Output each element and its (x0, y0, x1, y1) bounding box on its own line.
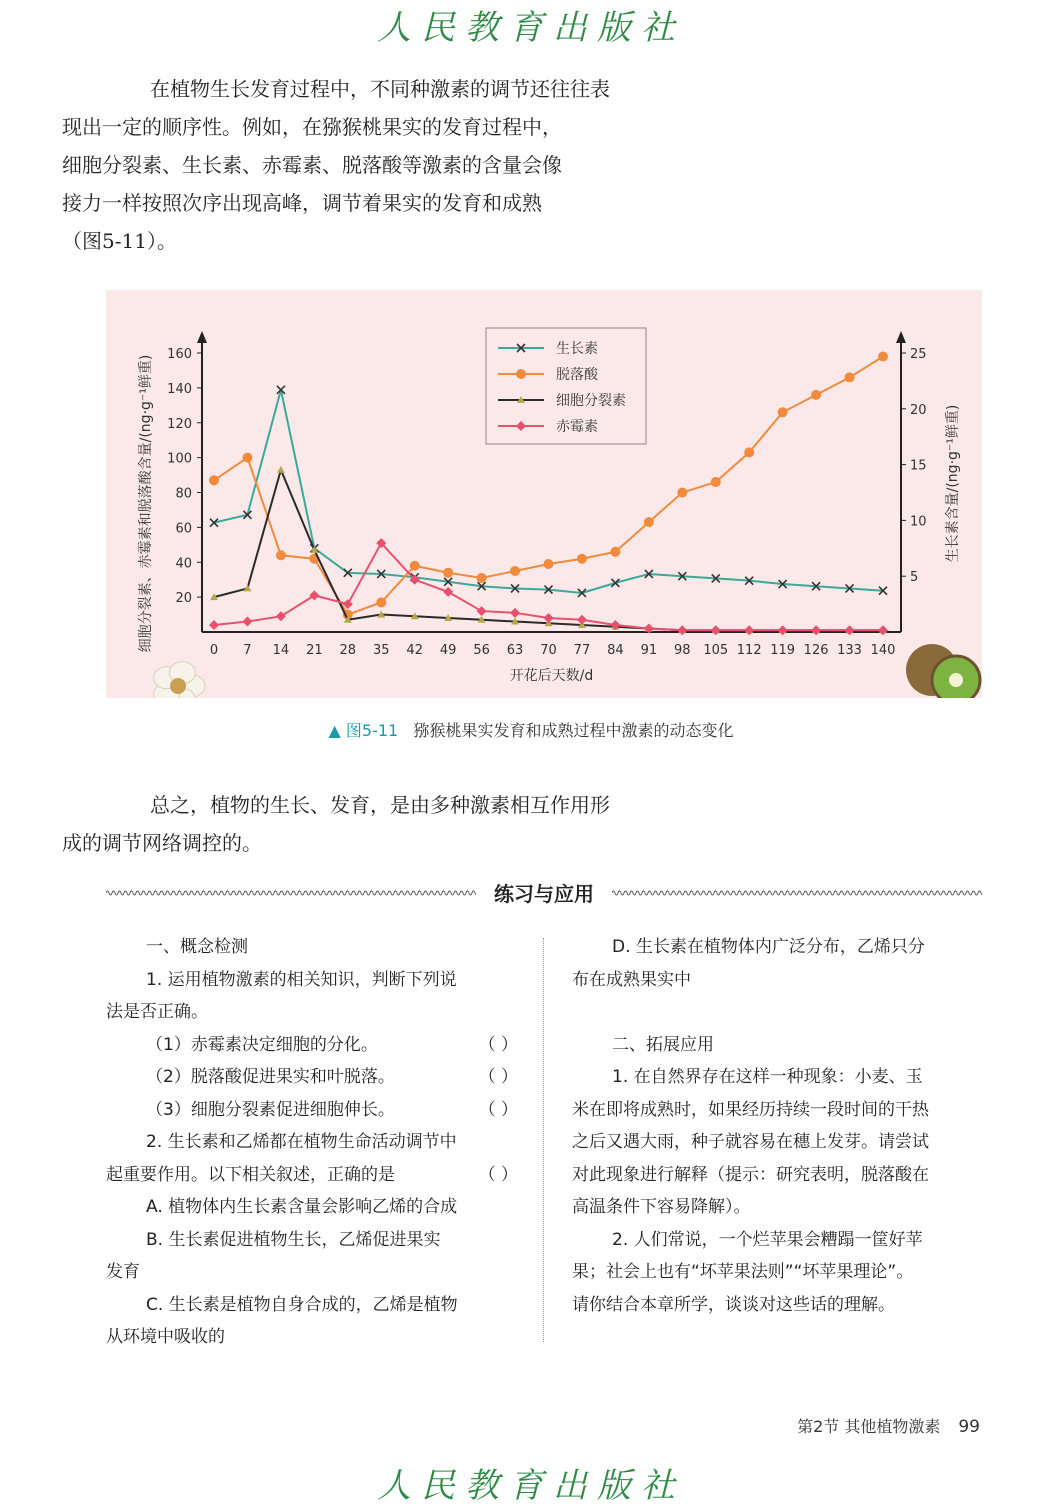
series-line-脱落酸 (214, 356, 883, 614)
y-tick-label-left: 160 (167, 347, 192, 362)
y-tick-label-right: 15 (910, 458, 927, 474)
exercise-text: 从环境中吸收的 (106, 1327, 225, 1347)
footer-section: 第2节 其他植物激素 (797, 1417, 941, 1436)
exercise-text: 请你结合本章所学，谈谈对这些话的理解。 (572, 1294, 895, 1315)
exercise-text: 2. 生长素和乙烯都在植物生命活动调节中 (146, 1132, 457, 1152)
exercise-text: 法是否正确。 (106, 1002, 208, 1022)
exercise-line (106, 931, 518, 964)
answer-bracket[interactable]: （ ） (478, 1164, 518, 1185)
y-tick-label-left: 100 (167, 451, 192, 467)
data-point-赤霉素 (845, 625, 855, 635)
data-point-赤霉素 (209, 620, 219, 630)
x-tick-label: 84 (607, 643, 624, 658)
intro-paragraph (62, 70, 666, 260)
exercise-line (572, 1126, 984, 1159)
data-point-赤霉素 (309, 590, 319, 600)
data-point-脱落酸 (778, 407, 788, 417)
exercise-left-column (106, 931, 518, 1354)
legend-label: 脱落酸 (556, 367, 598, 383)
y-tick-label-left: 60 (175, 521, 192, 537)
closing-paragraph (62, 786, 666, 862)
paragraph-line: （图5-11）。 (62, 229, 177, 253)
legend-label: 细胞分裂素 (556, 393, 626, 409)
section-title-practice (106, 878, 982, 908)
x-tick-label: 14 (272, 643, 290, 658)
data-point-细胞分裂素 (243, 584, 251, 591)
x-tick-label: 126 (803, 643, 829, 658)
x-tick-label: 91 (640, 643, 658, 658)
exercise-line (572, 1256, 984, 1289)
data-point-脱落酸 (276, 550, 286, 560)
flower-illustration (154, 662, 205, 698)
data-point-脱落酸 (376, 597, 386, 607)
data-point-赤霉素 (242, 617, 252, 627)
y-tick-label-right: 5 (910, 570, 919, 586)
exercise-right-column (572, 931, 984, 1321)
x-tick-label: 0 (209, 643, 219, 658)
data-point-细胞分裂素 (277, 466, 285, 473)
exercise-text: （2）脱落酸促进果实和叶脱落。 (146, 1067, 395, 1087)
figure-caption-text: 猕猴桃果实发育和成熟过程中激素的动态变化 (413, 721, 734, 740)
x-tick-label: 7 (243, 643, 252, 658)
x-tick-label: 140 (870, 643, 896, 658)
exercise-line (572, 964, 984, 997)
data-point-脱落酸 (510, 566, 520, 576)
exercise-text: 1. 运用植物激素的相关知识，判断下列说 (146, 969, 457, 990)
exercise-line (572, 1094, 984, 1127)
x-tick-label: 63 (506, 643, 524, 658)
exercise-line (106, 1289, 518, 1322)
exercise-line (106, 996, 518, 1029)
answer-bracket[interactable]: （ ） (478, 1067, 518, 1087)
exercise-line (106, 1191, 518, 1224)
data-point-脱落酸 (644, 517, 654, 527)
exercise-line (572, 1191, 984, 1224)
x-tick-label: 133 (837, 643, 862, 658)
x-tick-label: 35 (372, 643, 390, 658)
data-point-赤霉素 (811, 625, 821, 635)
exercise-line (106, 1321, 518, 1354)
data-point-赤霉素 (744, 625, 754, 635)
exercise-text: （1）赤霉素决定细胞的分化。 (146, 1034, 378, 1055)
x-tick-label: 42 (406, 643, 423, 658)
y-tick-label-right: 10 (910, 514, 927, 530)
data-point-脱落酸 (878, 351, 888, 361)
data-point-赤霉素 (577, 615, 587, 625)
y-axis-title-left: 细胞分裂素、赤霉素和脱落酸含量/(ng·g⁻¹鲜重) (138, 354, 154, 653)
hormone-line-chart (106, 290, 982, 698)
x-tick-label: 112 (736, 643, 762, 658)
exercise-text: 之后又遇大雨，种子就容易在穗上发芽。请尝试 (572, 1132, 929, 1152)
data-point-赤霉素 (711, 625, 721, 635)
column-divider (543, 938, 544, 1342)
exercise-line (106, 1224, 518, 1257)
exercise-line (106, 1159, 518, 1192)
x-tick-label: 70 (540, 643, 557, 658)
exercise-line (572, 996, 984, 1029)
exercise-line (106, 1094, 518, 1127)
y-tick-label-right: 25 (910, 347, 927, 362)
data-point-脱落酸 (577, 554, 587, 564)
paragraph-line: 现出一定的顺序性。例如，在猕猴桃果实的发育过程中， (62, 115, 562, 139)
x-tick-label: 28 (339, 643, 357, 658)
data-point-脱落酸 (209, 475, 219, 485)
exercise-text: 果；社会上也有“坏苹果法则”“坏苹果理论”。 (572, 1262, 914, 1282)
data-point-赤霉素 (878, 625, 888, 635)
figure-5-11-chart (106, 290, 982, 698)
exercise-text: A. 植物体内生长素含量会影响乙烯的合成 (146, 1197, 458, 1217)
publisher-logo-bottom: 人民教育出版社 (377, 1466, 685, 1506)
y-tick-label-right: 20 (910, 402, 927, 418)
data-point-脱落酸 (744, 447, 754, 457)
y-tick-label-left: 20 (175, 591, 192, 607)
exercise-text: 布在成熟果实中 (572, 969, 691, 990)
data-point-赤霉素 (477, 606, 487, 616)
data-point-脱落酸 (677, 488, 687, 498)
data-point-脱落酸 (845, 372, 855, 382)
y-axis-title-right: 生长素含量/(ng·g⁻¹鲜重) (945, 404, 961, 563)
y-tick-label-left: 120 (167, 416, 192, 432)
page-number: 99 (958, 1417, 980, 1437)
x-axis-title: 开花后天数/d (509, 668, 594, 684)
data-point-赤霉素 (778, 625, 788, 635)
legend-label: 赤霉素 (556, 419, 598, 435)
exercise-text: D. 生长素在植物体内广泛分布，乙烯只分 (612, 937, 925, 957)
answer-bracket[interactable]: （ ） (478, 1099, 518, 1120)
y-tick-label-left: 80 (175, 486, 192, 502)
data-point-赤霉素 (443, 587, 453, 597)
exercise-line (572, 1029, 984, 1062)
exercise-line (572, 1224, 984, 1257)
answer-bracket[interactable]: （ ） (478, 1034, 518, 1055)
exercise-line (106, 1126, 518, 1159)
paragraph-line: 成的调节网络调控的。 (62, 831, 262, 855)
data-point-脱落酸 (477, 573, 487, 583)
data-point-脱落酸 (516, 369, 526, 379)
data-point-赤霉素 (610, 620, 620, 630)
y-axis-left-arrow (197, 331, 207, 343)
legend-label: 生长素 (556, 341, 598, 357)
x-tick-label: 49 (439, 643, 457, 658)
data-point-脱落酸 (544, 559, 554, 569)
exercise-text: 二、拓展应用 (612, 1034, 714, 1055)
exercise-text (572, 1002, 577, 1022)
data-point-脱落酸 (242, 453, 252, 463)
exercise-line (572, 1289, 984, 1322)
exercise-text: 高温条件下容易降解）。 (572, 1197, 751, 1217)
exercise-text: 起重要作用。以下相关叙述，正确的是 (106, 1164, 395, 1185)
exercise-text: C. 生长素是植物自身合成的，乙烯是植物 (146, 1294, 458, 1315)
exercise-line (572, 931, 984, 964)
exercise-text: B. 生长素促进植物生长，乙烯促进果实 (146, 1229, 441, 1250)
exercise-text: 2. 人们常说，一个烂苹果会糟蹋一筐好苹 (612, 1229, 923, 1250)
y-tick-label-left: 40 (175, 556, 192, 572)
exercise-text: 1. 在自然界存在这样一种现象：小麦、玉 (612, 1067, 923, 1087)
figure-number-label: ▲ 图5-11 (328, 721, 399, 740)
exercise-line (106, 1029, 518, 1062)
page-footer (797, 1414, 980, 1437)
data-point-赤霉素 (276, 611, 286, 621)
paragraph-line: 细胞分裂素、生长素、赤霉素、脱落酸等激素的含量会像 (62, 153, 562, 177)
exercise-text: 发育 (106, 1262, 140, 1282)
data-point-赤霉素 (677, 625, 687, 635)
publisher-logo-top: 人民教育出版社 (377, 8, 685, 48)
x-tick-label: 119 (770, 643, 796, 658)
section-title-text: 练习与应用 (494, 882, 594, 906)
data-point-赤霉素 (544, 613, 554, 623)
kiwi-illustration (906, 644, 980, 698)
exercise-text: （3）细胞分裂素促进细胞伸长。 (146, 1099, 395, 1120)
exercise-line (572, 1159, 984, 1192)
y-tick-label-left: 140 (167, 381, 192, 397)
exercise-line (106, 1061, 518, 1094)
exercise-text: 一、概念检测 (146, 937, 248, 957)
data-point-赤霉素 (510, 608, 520, 618)
x-tick-label: 105 (703, 643, 729, 658)
paragraph-line: 接力一样按照次序出现高峰，调节着果实的发育和成熟 (62, 191, 542, 215)
x-tick-label: 56 (473, 643, 490, 658)
wave-divider-right (612, 888, 982, 898)
data-point-赤霉素 (516, 421, 526, 431)
paragraph-line: 在植物生长发育过程中，不同种激素的调节还往往表 (150, 77, 610, 101)
figure-caption (0, 718, 1062, 741)
exercise-text: 米在即将成熟时，如果经历持续一段时间的干热 (572, 1099, 929, 1120)
x-tick-label: 21 (306, 643, 323, 658)
paragraph-line: 总之，植物的生长、发育，是由多种激素相互作用形 (150, 793, 610, 817)
data-point-脱落酸 (610, 547, 620, 557)
exercise-line (106, 1256, 518, 1289)
data-point-脱落酸 (443, 568, 453, 578)
x-tick-label: 77 (573, 643, 591, 658)
exercise-line (106, 964, 518, 997)
x-tick-label: 98 (674, 643, 691, 658)
exercise-text: 对此现象进行解释（提示：研究表明，脱落酸在 (572, 1164, 929, 1185)
data-point-脱落酸 (410, 561, 420, 571)
data-point-脱落酸 (811, 390, 821, 400)
y-axis-right-arrow (896, 331, 906, 343)
exercise-line (572, 1061, 984, 1094)
data-point-脱落酸 (711, 477, 721, 487)
